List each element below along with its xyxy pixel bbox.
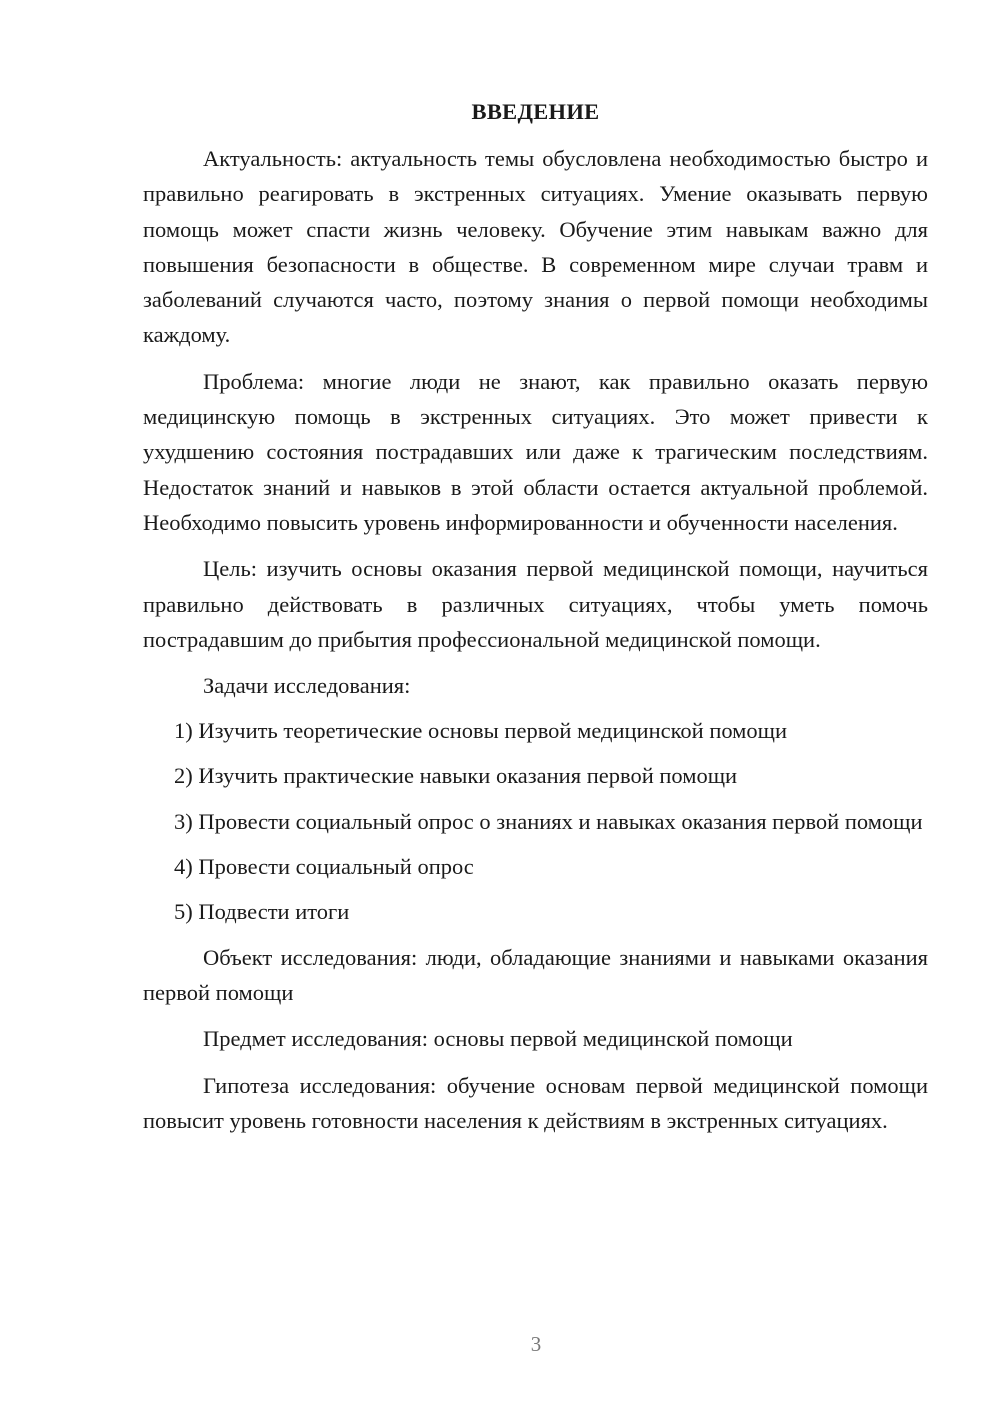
task-item-5: 5) Подвести итоги — [174, 899, 350, 925]
paragraph-goal: Цель: изучить основы оказания первой медицинской помощи, научиться правильно действовать в различных ситуациях, чтобы уметь помочь пострадавшим до прибытия профессиональной медицинской помощи. — [143, 556, 928, 652]
paragraph-problem: Проблема: многие люди не знают, как правильно оказать первую медицинскую помощь в экстренных ситуациях. Это может привести к ухудшению состояния пострадавших или даже к трагическим последствиям. Недостаток знаний и навыков в этой области остается актуальной проблемой. Необходимо повысить уровень информированности и обученности населения. — [143, 368, 928, 535]
paragraph-subject: Предмет исследования: основы первой медицинской помощи — [203, 1026, 793, 1052]
tasks-heading: Задачи исследования: — [203, 673, 411, 699]
paragraph-object: Объект исследования: люди, обладающие знаниями и навыками оказания первой помощи — [143, 944, 928, 1005]
section-title: ВВЕДЕНИЕ — [471, 99, 600, 124]
task-item-3: 3) Провести социальный опрос о знаниях и навыках оказания первой помощи — [174, 808, 923, 834]
task-item-1: 1) Изучить теоретические основы первой медицинской помощи — [174, 718, 788, 744]
paragraph-hypothesis: Гипотеза исследования: обучение основам первой медицинской помощи повысит уровень готовности населения к действиям в экстренных ситуациях. — [143, 1072, 928, 1133]
page-content — [143, 94, 928, 1149]
task-item-2: 2) Изучить практические навыки оказания первой помощи — [174, 763, 738, 789]
paragraph-relevance: Актуальность: актуальность темы обусловлена необходимостью быстро и правильно реагировать в экстренных ситуациях. Умение оказывать первую помощь может спасти жизнь человеку. Обучение этим навыкам важно для повышения безопасности в обществе. В современном мире случаи травм и заболеваний случаются часто, поэтому знания о первой помощи необходимы каждому. — [143, 146, 928, 348]
page-number: 3 — [530, 1332, 542, 1356]
task-item-4: 4) Провести социальный опрос — [174, 854, 474, 880]
